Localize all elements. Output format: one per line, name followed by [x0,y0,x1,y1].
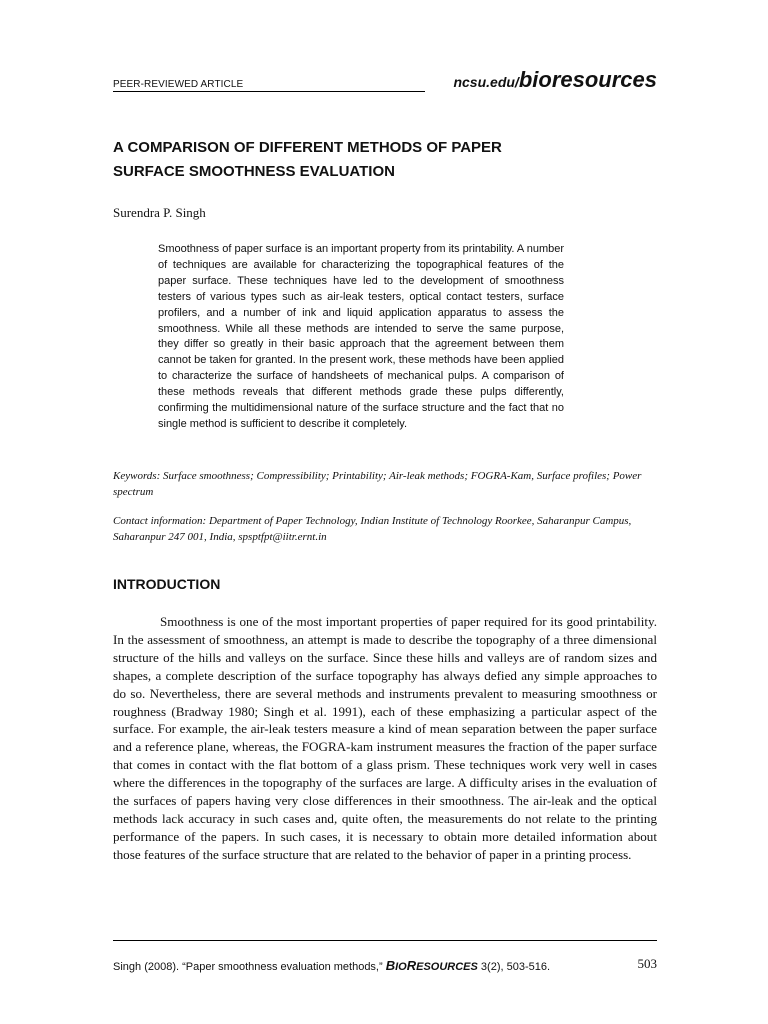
article-title [113,136,657,184]
citation-prefix: Singh (2008). “Paper smoothness evaluation methods,” [113,961,386,973]
header-rule [113,91,425,92]
section-heading-introduction: INTRODUCTION [113,576,221,592]
title-line-1: A COMPARISON OF DIFFERENT METHODS OF PAPER [113,139,502,156]
site-domain: ncsu.edu/ [453,74,519,90]
citation [113,958,550,973]
footer-rule [113,940,657,941]
introduction-paragraph: Smoothness is one of the most important properties of paper required for its good printability. In the assessment of smoothness, an attempt is made to describe the topography of a three dimensional structure of the hills and valleys on the surface. Since these hills and valleys are of random sizes and shapes, a complete description of the surface topography has always defied any simple approaches to do so. Nevertheless, there are several methods and instruments prevalent to measuring smoothness or roughness (Bradway 1980; Singh et al. 1991), each of these emphasizing a particular aspect of the surface. For example, the air-leak testers measure a kind of mean separation between the paper surface and a reference plane, whereas, the FOGRA-kam instrument measures the fraction of the paper surface that comes in contact with the flat bottom of a glass prism. These techniques work very well in cases where the differences in the topography of the surfaces are large. A difficulty arises in the evaluation of the surfaces of papers having very close differences in their smoothness. The air-leak and the optical methods lack accuracy in such cases and, quite often, the measurements do not relate to the printing performance of the papers. In such cases, it is necessary to obtain more detailed information about those features of the surface structure that are related to the behavior of paper in a printing process. [113,614,657,862]
page-footer [113,956,657,974]
article-type-label: PEER-REVIEWED ARTICLE [113,79,244,90]
page-number: 503 [637,956,657,971]
author-name: Surendra P. Singh [113,205,206,220]
journal-site-link[interactable] [453,67,657,93]
citation-suffix: 3(2), 503-516. [477,961,551,973]
page-header [113,66,657,94]
site-name: bioresources [518,67,657,92]
title-line-2: SURFACE SMOOTHNESS EVALUATION [113,163,395,180]
keywords: Keywords: Surface smoothness; Compressibility; Printability; Air-leak methods; FOGRA-Kam, Surface profiles; Power spectrum [113,470,642,498]
abstract: Smoothness of paper surface is an important property from its printability. A number of techniques are available for characterizing the topographical features of the paper surface. These techniques have led to the development of smoothness testers of various types such as air-leak testers, optical contact testers, surface profilers, and a number of ink and liquid application apparatus to assess the smoothness. While all these methods are intended to serve the same purpose, they differ so greatly in their basic approach that the agreement between them cannot be taken for granted. In the present work, these methods have been applied to characterize the surface of handsheets of mechanical pulps. A comparison of these methods reveals that different methods grade these pulps differently, confirming the multidimensional nature of the surface structure and the fact that no single method is sufficient to describe it completely. [158,243,564,430]
journal-name: BIORESOURCES [385,958,478,973]
contact-information: Contact information: Department of Paper Technology, Indian Institute of Technology Roorkee, Saharanpur Campus, Saharanpur 247 001, India, spsptfpt@iitr.ernt.in [113,515,632,543]
